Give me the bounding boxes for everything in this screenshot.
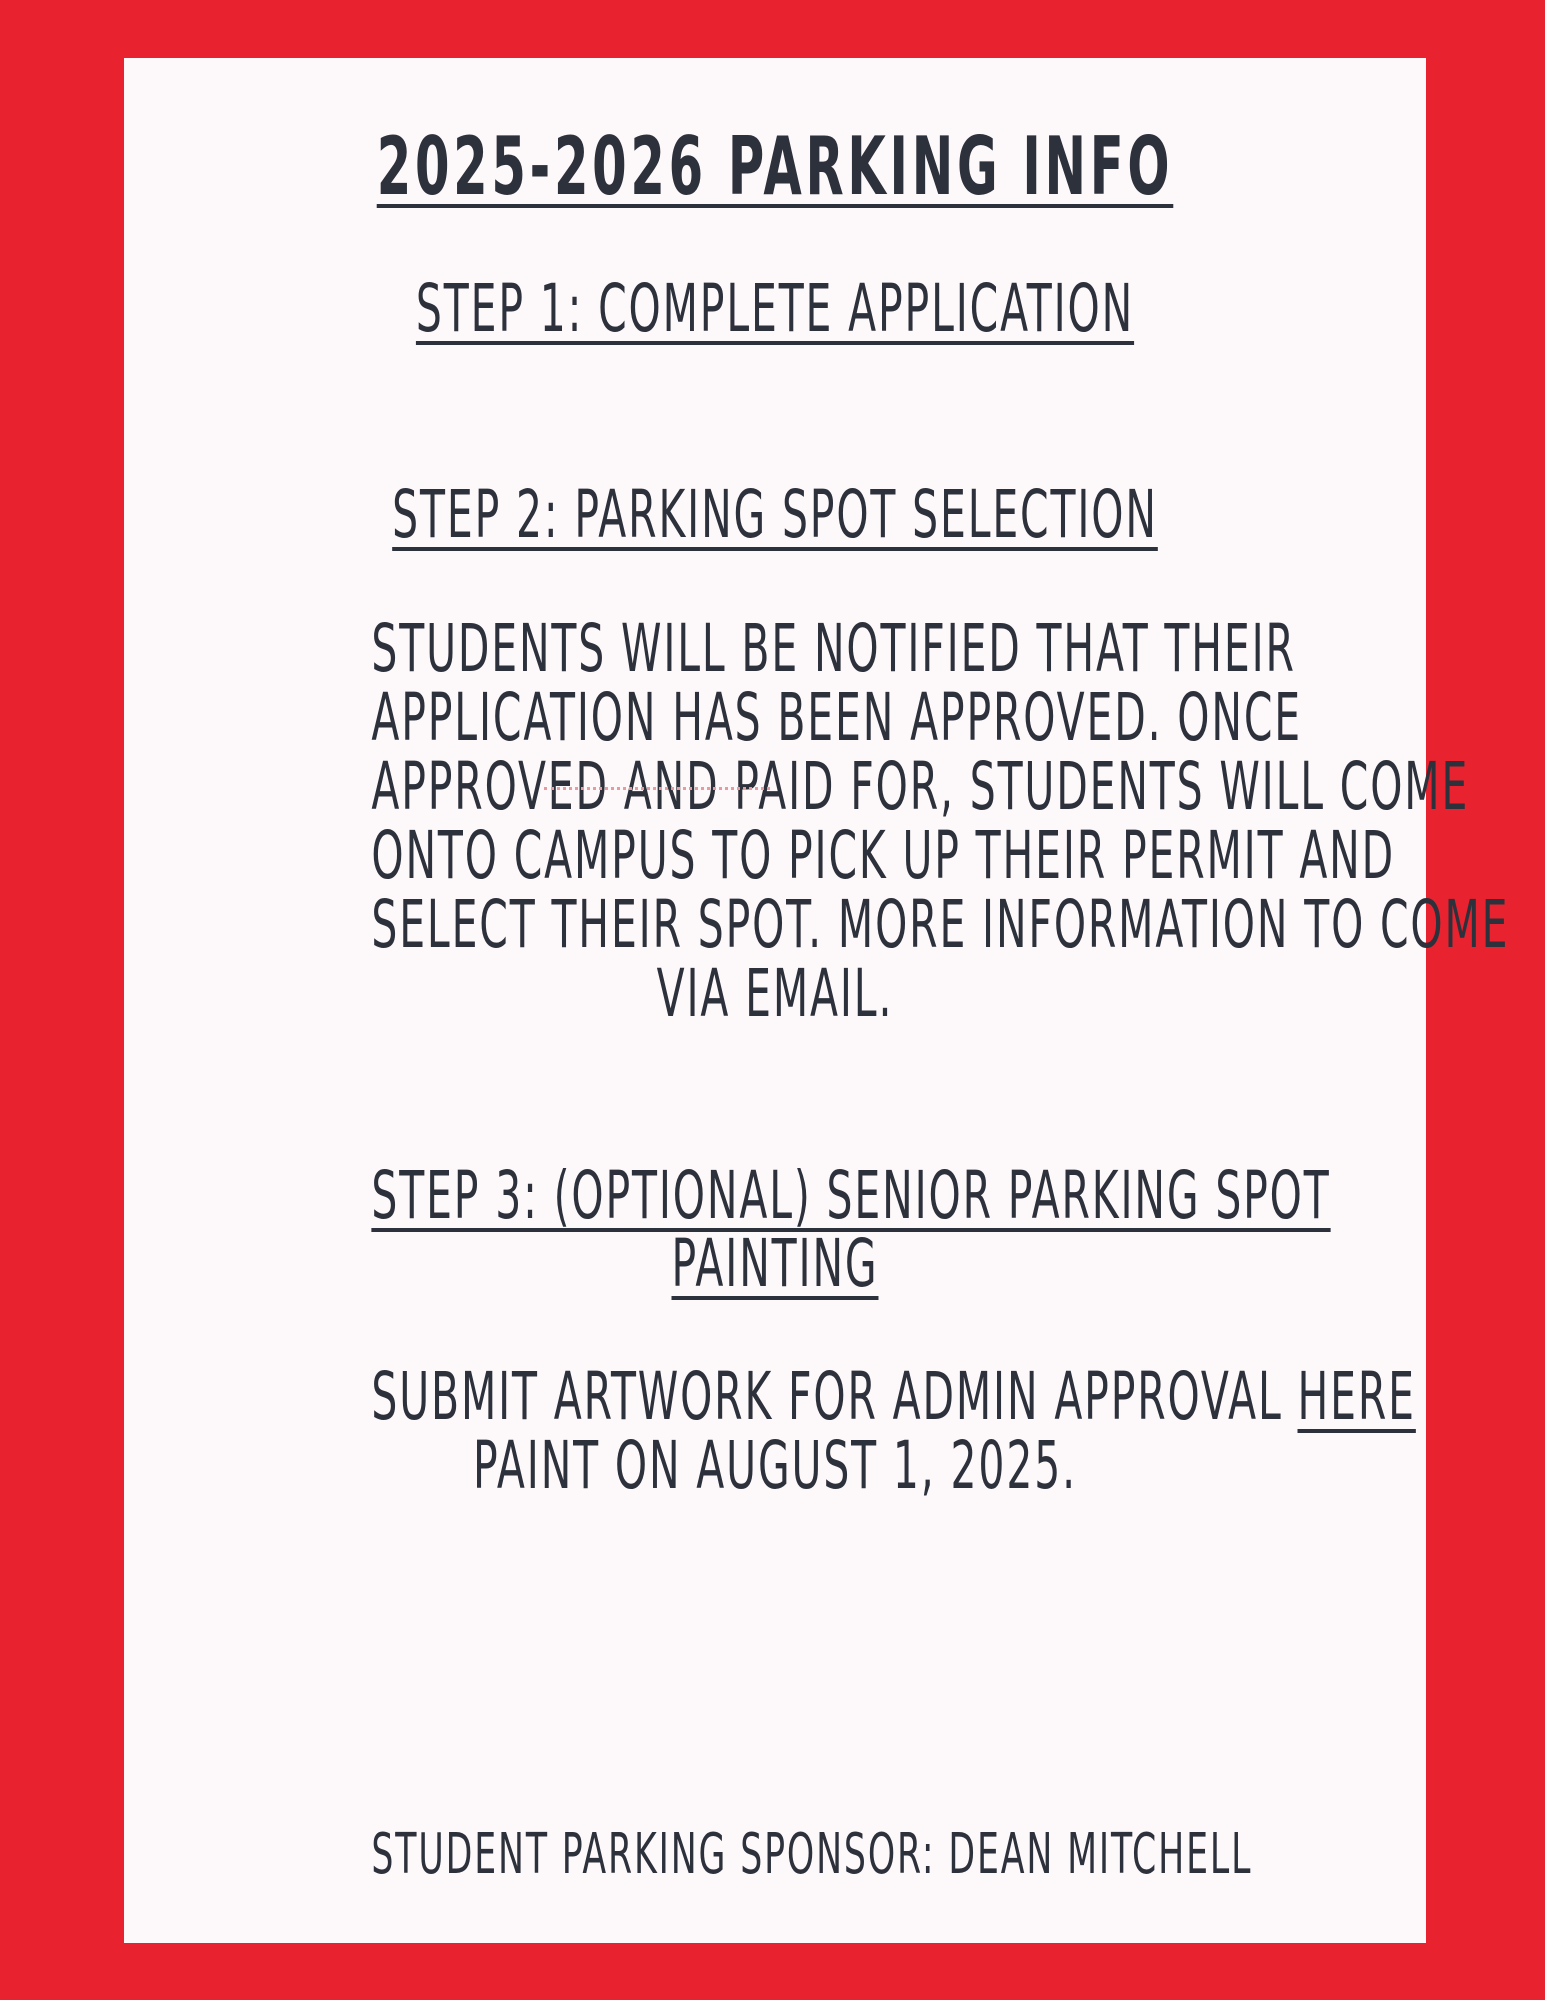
step2-line: APPROVED AND PAID FOR, STUDENTS WILL COME [371, 748, 1470, 825]
step3-description [371, 1358, 1416, 1504]
title-text: 2025-2026 PARKING INFO [376, 120, 1174, 213]
step2-line: VIA EMAIL. [656, 955, 894, 1032]
step3-heading [371, 1157, 1331, 1302]
flyer-panel [124, 58, 1510, 1943]
step3-line1-text: SUBMIT ARTWORK FOR ADMIN APPROVAL [371, 1358, 1298, 1435]
step2-line: APPLICATION HAS BEEN APPROVED. ONCE [371, 679, 1302, 756]
step3-line1 [371, 1358, 1416, 1435]
step2-line: SELECT THEIR SPOT. MORE INFORMATION TO COME [371, 886, 1510, 963]
step2-heading-text: STEP 2: PARKING SPOT SELECTION [392, 476, 1158, 553]
dotted-divider [544, 787, 770, 790]
here-link[interactable]: HERE [1297, 1358, 1416, 1435]
step3-heading-line2: PAINTING [671, 1225, 879, 1302]
step1-heading-text: STEP 1: COMPLETE APPLICATION [415, 270, 1135, 347]
step3-heading-line1: STEP 3: (OPTIONAL) SENIOR PARKING SPOT [371, 1157, 1331, 1234]
step2-line: ONTO CAMPUS TO PICK UP THEIR PERMIT AND [371, 817, 1396, 894]
step2-heading [371, 476, 1178, 553]
step1-heading [371, 270, 1178, 347]
page-title [371, 120, 1178, 213]
step2-description [371, 610, 1510, 1032]
step3-line2: PAINT ON AUGUST 1, 2025. [473, 1427, 1077, 1504]
sponsor-line: STUDENT PARKING SPONSOR: DEAN MITCHELL [371, 1822, 1253, 1887]
step2-line: STUDENTS WILL BE NOTIFIED THAT THEIR [371, 610, 1296, 687]
